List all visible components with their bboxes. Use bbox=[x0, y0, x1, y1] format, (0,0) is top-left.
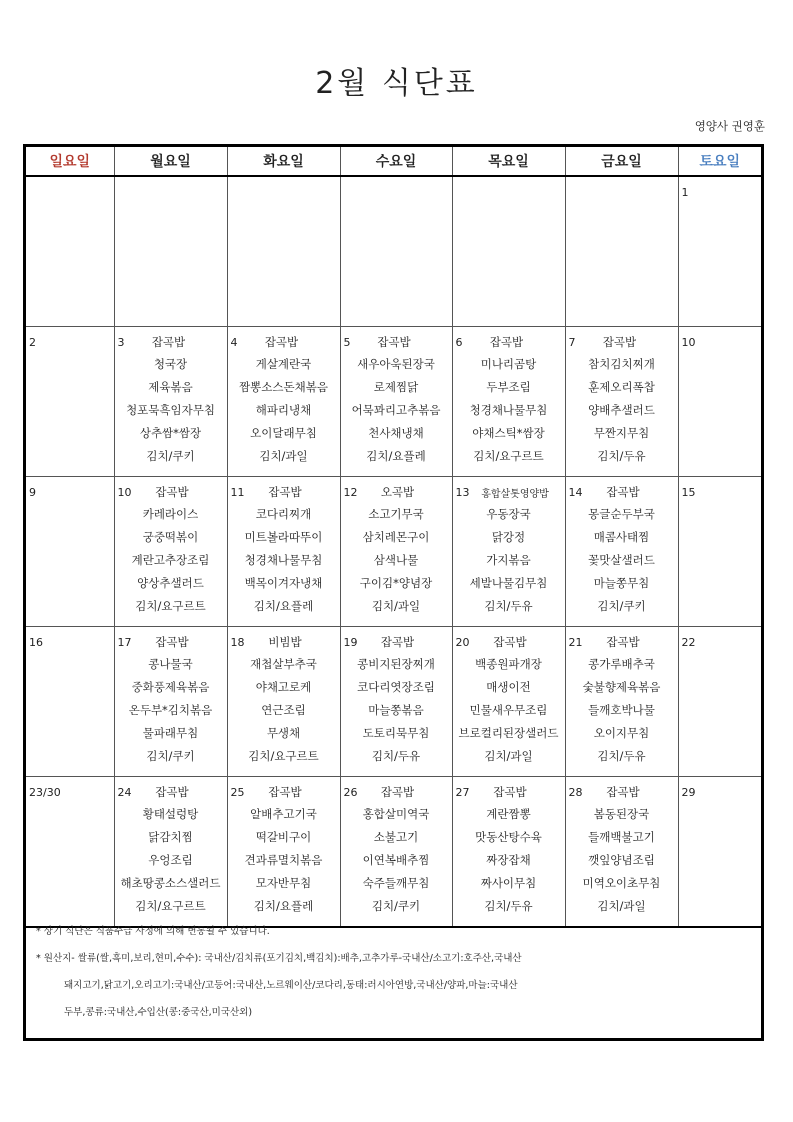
menu-item: 양상추샐러드 bbox=[137, 576, 204, 590]
day-cell bbox=[565, 327, 678, 477]
day-cell bbox=[678, 327, 761, 477]
menu-item: 김치/요구르트 bbox=[135, 899, 206, 913]
menu-item: 숯불향제육볶음 bbox=[582, 680, 661, 694]
menu-item: 우동장국 bbox=[486, 507, 531, 521]
rice-dish: 잡곡밥 bbox=[268, 785, 302, 799]
day-number: 22 bbox=[681, 635, 696, 649]
day-cell bbox=[340, 327, 452, 477]
calendar-table bbox=[26, 147, 761, 928]
menu-item: 김치/요플레 bbox=[253, 899, 314, 913]
menu-item: 코다리엿장조림 bbox=[357, 680, 435, 694]
menu-item: 상추쌈*쌈장 bbox=[139, 426, 202, 440]
day-number: 25 bbox=[230, 785, 245, 799]
day-cell bbox=[452, 327, 565, 477]
menu-item: 김치/과일 bbox=[259, 449, 308, 463]
page-title: 2월 식단표 bbox=[315, 66, 478, 101]
menu-item: 김치/과일 bbox=[597, 899, 646, 913]
weekday-friday: 금요일 bbox=[565, 147, 678, 176]
weekday-thursday: 목요일 bbox=[452, 147, 565, 176]
menu-item: 미나리곰탕 bbox=[480, 357, 537, 371]
rice-dish: 잡곡밥 bbox=[155, 635, 189, 649]
day-cell bbox=[565, 176, 678, 327]
menu-item: 양배추샐러드 bbox=[588, 403, 655, 417]
menu-item: 온두부*김치볶음 bbox=[128, 703, 213, 717]
menu-item: 김치/두유 bbox=[597, 749, 646, 763]
day-number: 3 bbox=[117, 335, 125, 349]
day-number: 6 bbox=[455, 335, 463, 349]
menu-item: 청경채나물무침 bbox=[244, 553, 323, 567]
day-cell bbox=[114, 477, 227, 627]
day-cell bbox=[340, 627, 452, 777]
day-cell bbox=[565, 777, 678, 928]
day-cell bbox=[678, 627, 761, 777]
menu-item: 브로컬리된장샐러드 bbox=[458, 726, 559, 740]
menu-item: 삼치레몬구이 bbox=[362, 530, 430, 544]
day-cell bbox=[452, 477, 565, 627]
menu-item: 꽃맛살샐러드 bbox=[588, 553, 655, 567]
menu-item: 들깨호박나물 bbox=[588, 703, 655, 717]
menu-item: 코다리찌개 bbox=[255, 507, 312, 521]
menu-item: 우엉조림 bbox=[148, 853, 193, 867]
menu-item: 야채스틱*쌈장 bbox=[472, 426, 545, 440]
rice-dish: 잡곡밥 bbox=[151, 335, 186, 349]
menu-item: 깻잎양념조림 bbox=[588, 853, 655, 867]
day-number: 15 bbox=[681, 485, 696, 499]
menu-item: 김치/쿠키 bbox=[597, 599, 646, 613]
day-cell bbox=[452, 627, 565, 777]
menu-item: 김치/쿠키 bbox=[146, 449, 195, 463]
day-cell bbox=[26, 327, 114, 477]
menu-item: 어묵꽈리고추볶음 bbox=[351, 403, 441, 417]
day-cell bbox=[678, 477, 761, 627]
rice-dish: 잡곡밥 bbox=[493, 635, 527, 649]
day-cell bbox=[452, 176, 565, 327]
day-number: 29 bbox=[681, 785, 696, 799]
menu-item: 김치/두유 bbox=[371, 749, 421, 763]
menu-item: 계란고추장조림 bbox=[131, 553, 210, 567]
day-number: 21 bbox=[568, 635, 583, 649]
menu-item: 참치김치찌개 bbox=[588, 357, 655, 371]
day-cell bbox=[340, 777, 452, 928]
menu-item: 해파리냉채 bbox=[255, 403, 312, 417]
day-number: 19 bbox=[343, 635, 358, 649]
day-cell bbox=[114, 327, 227, 477]
day-cell bbox=[114, 176, 227, 327]
rice-dish: 잡곡밥 bbox=[264, 335, 299, 349]
note-disclaimer: * 상기 식단은 식품수급 사정에 의해 변동될 수 있습니다. bbox=[36, 926, 270, 937]
menu-item: 떡갈비구이 bbox=[255, 830, 312, 844]
day-number: 23/30 bbox=[29, 785, 61, 799]
menu-item: 봄동된장국 bbox=[593, 807, 650, 821]
menu-item: 물파래무침 bbox=[142, 726, 199, 740]
menu-item: 구이김*양념장 bbox=[359, 576, 433, 590]
menu-item: 새우아욱된장국 bbox=[357, 357, 435, 371]
day-cell bbox=[227, 176, 340, 327]
menu-item: 견과류멸치볶음 bbox=[244, 853, 323, 867]
day-number: 13 bbox=[455, 485, 470, 499]
menu-item: 청포묵흑임자무침 bbox=[126, 403, 215, 417]
rice-dish: 홍합살톳영양밥 bbox=[481, 488, 549, 500]
week-row bbox=[26, 327, 761, 477]
menu-item: 삼색나물 bbox=[373, 553, 419, 567]
rice-dish: 잡곡밥 bbox=[602, 335, 637, 349]
menu-item: 훈제오리폭찹 bbox=[588, 380, 655, 394]
menu-item: 마늘쫑볶음 bbox=[368, 703, 424, 717]
menu-item: 백종원파개장 bbox=[475, 657, 542, 671]
day-cell bbox=[114, 627, 227, 777]
menu-item: 소고기무국 bbox=[368, 507, 424, 521]
menu-item: 콩가루배추국 bbox=[588, 657, 655, 671]
menu-item: 김치/두유 bbox=[597, 449, 646, 463]
weekday-header-row bbox=[26, 147, 761, 176]
day-number: 18 bbox=[230, 635, 245, 649]
menu-item: 무생채 bbox=[266, 726, 301, 740]
menu-calendar bbox=[23, 144, 764, 1041]
menu-item: 청국장 bbox=[153, 357, 188, 371]
menu-item: 미역오이초무침 bbox=[582, 876, 661, 890]
weekday-monday: 월요일 bbox=[114, 147, 227, 176]
author-label: 영양사 권영훈 bbox=[694, 119, 765, 133]
rice-dish: 잡곡밥 bbox=[155, 785, 189, 799]
menu-item: 알배추고기국 bbox=[250, 807, 317, 821]
menu-item: 몽글순두부국 bbox=[588, 507, 655, 521]
day-cell bbox=[227, 477, 340, 627]
rice-dish: 오곡밥 bbox=[380, 485, 415, 499]
menu-item: 이연복배추찜 bbox=[362, 853, 430, 867]
menu-item: 숙주들깨무침 bbox=[362, 876, 430, 890]
day-number: 28 bbox=[568, 785, 583, 799]
day-number: 12 bbox=[343, 485, 358, 499]
menu-item: 소불고기 bbox=[373, 830, 419, 844]
weekday-sunday: 일요일 bbox=[26, 147, 114, 176]
note-origin-1: * 원산지- 쌀류(쌀,흑미,보리,현미,수수): 국내산/김치류(포기김치,백김치):배추,고추가루-국내산/소고기:호주산,국내산 bbox=[36, 953, 522, 964]
menu-item: 오이지무침 bbox=[593, 726, 650, 740]
menu-item: 미트볼라따뚜이 bbox=[244, 530, 323, 544]
menu-item: 무짠지무침 bbox=[593, 426, 650, 440]
menu-item: 민물새우무조림 bbox=[469, 703, 548, 717]
menu-item: 매생이전 bbox=[486, 680, 531, 694]
menu-item: 콩비지된장찌개 bbox=[357, 657, 435, 671]
menu-item: 닭감치찜 bbox=[148, 830, 193, 844]
day-number: 20 bbox=[455, 635, 470, 649]
rice-dish: 잡곡밥 bbox=[606, 485, 640, 499]
menu-item: 궁중떡볶이 bbox=[142, 530, 199, 544]
week-row bbox=[26, 777, 761, 928]
rice-dish: 잡곡밥 bbox=[268, 485, 302, 499]
menu-item: 해초땅콩소스샐러드 bbox=[120, 876, 221, 890]
menu-item: 카레라이스 bbox=[142, 507, 199, 521]
menu-item: 홍합살미역국 bbox=[362, 807, 430, 821]
menu-item: 청경채나물무침 bbox=[469, 403, 548, 417]
day-cell bbox=[227, 627, 340, 777]
menu-item: 오이달래무침 bbox=[250, 426, 317, 440]
day-number: 16 bbox=[29, 635, 43, 649]
day-number: 27 bbox=[455, 785, 470, 799]
day-cell bbox=[227, 327, 340, 477]
day-number: 2 bbox=[29, 335, 36, 349]
day-number: 11 bbox=[230, 485, 245, 499]
notes-section bbox=[26, 914, 761, 1046]
week-row bbox=[26, 627, 761, 777]
day-number: 24 bbox=[117, 785, 132, 799]
menu-item: 세발나물김무침 bbox=[469, 576, 548, 590]
menu-item: 맛동산탕수육 bbox=[475, 830, 542, 844]
menu-item: 닭강정 bbox=[491, 530, 526, 544]
menu-item: 제육볶음 bbox=[148, 380, 193, 394]
day-cell bbox=[114, 777, 227, 928]
day-cell bbox=[678, 777, 761, 928]
menu-item: 재첩살부추국 bbox=[250, 657, 317, 671]
day-number: 9 bbox=[29, 485, 36, 499]
day-cell bbox=[565, 627, 678, 777]
menu-item: 김치/요플레 bbox=[366, 449, 426, 463]
day-cell bbox=[340, 176, 452, 327]
menu-item: 황태설렁탕 bbox=[142, 807, 199, 821]
day-number: 5 bbox=[343, 335, 351, 349]
day-cell bbox=[26, 477, 114, 627]
rice-dish: 잡곡밥 bbox=[377, 335, 411, 349]
menu-item: 천사채냉채 bbox=[368, 426, 424, 440]
week-row bbox=[26, 176, 761, 327]
menu-item: 콩나물국 bbox=[148, 657, 193, 671]
day-cell bbox=[565, 477, 678, 627]
menu-item: 김치/요플레 bbox=[253, 599, 314, 613]
menu-item: 두부조림 bbox=[486, 380, 531, 394]
rice-dish: 잡곡밥 bbox=[493, 785, 527, 799]
menu-item: 짜사이무침 bbox=[480, 876, 537, 890]
rice-dish: 잡곡밥 bbox=[380, 785, 415, 799]
menu-item: 김치/쿠키 bbox=[146, 749, 195, 763]
menu-item: 모자반무침 bbox=[255, 876, 312, 890]
day-number: 26 bbox=[343, 785, 358, 799]
menu-item: 매콤사태찜 bbox=[593, 530, 650, 544]
menu-item: 로제찜닭 bbox=[373, 380, 419, 394]
day-number: 1 bbox=[681, 185, 689, 199]
rice-dish: 잡곡밥 bbox=[155, 485, 189, 499]
note-origin-2: 돼지고기,닭고기,오리고기:국내산/고등어:국내산,노르웨이산/코다리,동태:러시아연방,국내산/양파,마늘:국내산 bbox=[64, 980, 518, 991]
day-number: 10 bbox=[681, 335, 696, 349]
menu-item: 김치/쿠키 bbox=[371, 899, 421, 913]
day-number: 17 bbox=[117, 635, 132, 649]
menu-item: 김치/요구르트 bbox=[473, 449, 544, 463]
menu-item: 짬뽕소스돈채볶음 bbox=[239, 380, 328, 394]
menu-item: 중화풍제육볶음 bbox=[131, 680, 210, 694]
rice-dish: 비빔밥 bbox=[268, 635, 302, 649]
rice-dish: 잡곡밥 bbox=[380, 635, 415, 649]
day-number: 4 bbox=[230, 335, 238, 349]
rice-dish: 잡곡밥 bbox=[606, 785, 640, 799]
day-cell bbox=[678, 176, 761, 327]
menu-item: 연근조림 bbox=[261, 703, 306, 717]
menu-item: 김치/두유 bbox=[484, 899, 533, 913]
menu-item: 계란짬뽕 bbox=[486, 807, 531, 821]
weekday-saturday: 토요일 bbox=[678, 147, 761, 176]
rice-dish: 잡곡밥 bbox=[489, 335, 524, 349]
menu-item: 김치/과일 bbox=[484, 749, 533, 763]
day-cell bbox=[26, 176, 114, 327]
menu-item: 백목이겨자냉채 bbox=[244, 576, 323, 590]
menu-item: 김치/두유 bbox=[484, 599, 533, 613]
menu-item: 가지볶음 bbox=[486, 553, 531, 567]
menu-item: 마늘쫑무침 bbox=[593, 576, 650, 590]
day-cell bbox=[340, 477, 452, 627]
day-number: 10 bbox=[117, 485, 132, 499]
note-origin-3: 두부,콩류:국내산,수입산(콩:중국산,미국산외) bbox=[64, 1007, 253, 1018]
day-cell bbox=[452, 777, 565, 928]
day-cell bbox=[26, 777, 114, 928]
day-number: 14 bbox=[568, 485, 583, 499]
menu-item: 게살계란국 bbox=[255, 357, 312, 371]
rice-dish: 잡곡밥 bbox=[606, 635, 640, 649]
menu-item: 들깨백불고기 bbox=[588, 830, 655, 844]
menu-item: 김치/요구르트 bbox=[248, 749, 319, 763]
day-cell bbox=[26, 627, 114, 777]
weekday-tuesday: 화요일 bbox=[227, 147, 340, 176]
menu-item: 야채고로케 bbox=[255, 680, 312, 694]
weekday-wednesday: 수요일 bbox=[340, 147, 452, 176]
menu-item: 김치/요구르트 bbox=[135, 599, 206, 613]
menu-item: 김치/과일 bbox=[371, 599, 421, 613]
day-cell bbox=[227, 777, 340, 928]
menu-item: 짜장잡채 bbox=[486, 853, 531, 867]
day-number: 7 bbox=[568, 335, 576, 349]
menu-item: 도토리묵무침 bbox=[362, 726, 430, 740]
week-row bbox=[26, 477, 761, 627]
